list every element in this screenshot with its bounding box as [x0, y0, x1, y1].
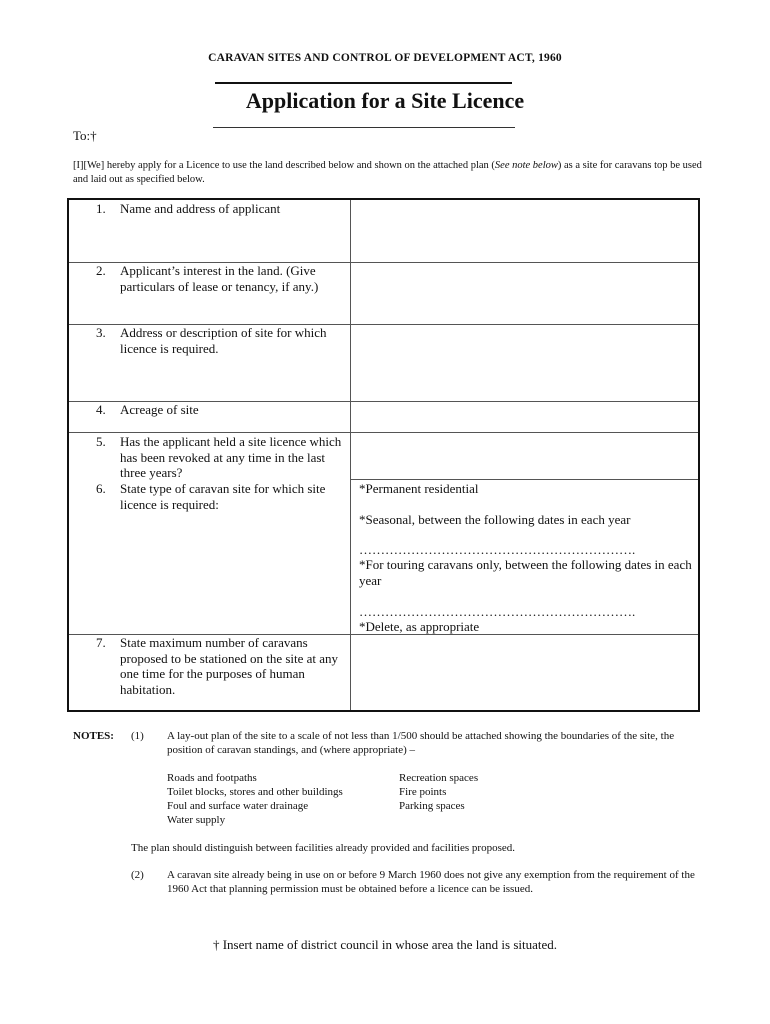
facility-parking: Parking spaces — [399, 800, 465, 812]
row-divider — [69, 432, 698, 433]
facility-roads: Roads and footpaths — [167, 772, 257, 784]
question-3-number: 3. — [96, 325, 106, 340]
answer-4-field[interactable] — [352, 403, 697, 431]
answer-5-field[interactable] — [352, 434, 697, 478]
facility-recreation: Recreation spaces — [399, 772, 479, 784]
notes-label: NOTES: — [73, 730, 114, 742]
question-4-text: Acreage of site — [120, 402, 199, 417]
option-seasonal[interactable]: *Seasonal, between the following dates in each year — [359, 512, 631, 527]
title-bottom-rule — [213, 127, 515, 128]
question-7-text: State maximum number of caravans proposed to be stationed on the site at any one time for the purposes of human habitation. — [120, 635, 339, 697]
facility-fire-points: Fire points — [399, 786, 447, 798]
note-1-text: A lay-out plan of the site to a scale of not less than 1/500 should be attached showing the boundaries of the site, the position of caravan standings, and (where appropriate) – — [167, 730, 675, 756]
facility-drainage: Foul and surface water drainage — [167, 800, 309, 812]
question-5-text: Has the applicant held a site licence which has been revoked at any time in the last three years? — [120, 434, 342, 480]
intro-paragraph — [73, 159, 703, 187]
title-top-rule — [215, 82, 512, 84]
option-touring[interactable]: *For touring caravans only, between the following dates in each year — [359, 557, 692, 588]
question-2-text: Applicant’s interest in the land. (Give particulars of lease or tenancy, if any.) — [120, 263, 319, 294]
question-7-number: 7. — [96, 635, 106, 650]
answer-3-field[interactable] — [352, 326, 697, 400]
act-heading: CARAVAN SITES AND CONTROL OF DEVELOPMENT ACT, 1960 — [208, 52, 562, 64]
seasonal-dates-field[interactable]: ………………………………………………………. — [359, 542, 636, 557]
page-title: Application for a Site Licence — [245, 88, 525, 113]
plan-note: The plan should distinguish between facilities already provided and facilities proposed. — [131, 842, 515, 854]
answer-7-field[interactable] — [352, 636, 697, 709]
question-2-number: 2. — [96, 263, 106, 278]
note-2-number: (2) — [131, 869, 144, 881]
question-4-number: 4. — [96, 402, 106, 417]
note-2-text: A caravan site already being in use on or before 9 March 1960 does not give any exemption from the requirement of the 1960 Act that planning permission must be obtained before a licence can be issued. — [167, 869, 695, 895]
answer-2-field[interactable] — [352, 264, 697, 323]
intro-italic: See note below — [494, 160, 558, 171]
row-divider — [351, 479, 698, 480]
addressee-label: To:† — [73, 128, 97, 143]
question-3-text: Address or description of site for which licence is required. — [120, 325, 327, 356]
question-6-number: 6. — [96, 481, 106, 496]
option-permanent-residential[interactable]: *Permanent residential — [359, 481, 479, 496]
delete-instruction: *Delete, as appropriate — [359, 619, 480, 634]
note-1-number: (1) — [131, 730, 144, 742]
footnote: † Insert name of district council in whose area the land is situated. — [212, 937, 558, 952]
question-5-number: 5. — [96, 434, 106, 449]
facility-toilets: Toilet blocks, stores and other buildings — [167, 786, 343, 798]
question-6-text: State type of caravan site for which site licence is required: — [120, 481, 326, 512]
intro-text-1: [I][We] hereby apply for a Licence to use the land described below and shown on the attached plan ( — [73, 160, 495, 171]
answer-1-field[interactable] — [352, 201, 697, 261]
question-1-text: Name and address of applicant — [120, 201, 281, 216]
intro-text-2: ) as a site for caravans top be used and laid out as specified below. — [73, 160, 702, 185]
question-1-number: 1. — [96, 201, 106, 216]
touring-dates-field[interactable]: ………………………………………………………. — [359, 604, 636, 619]
facility-water: Water supply — [167, 814, 226, 826]
